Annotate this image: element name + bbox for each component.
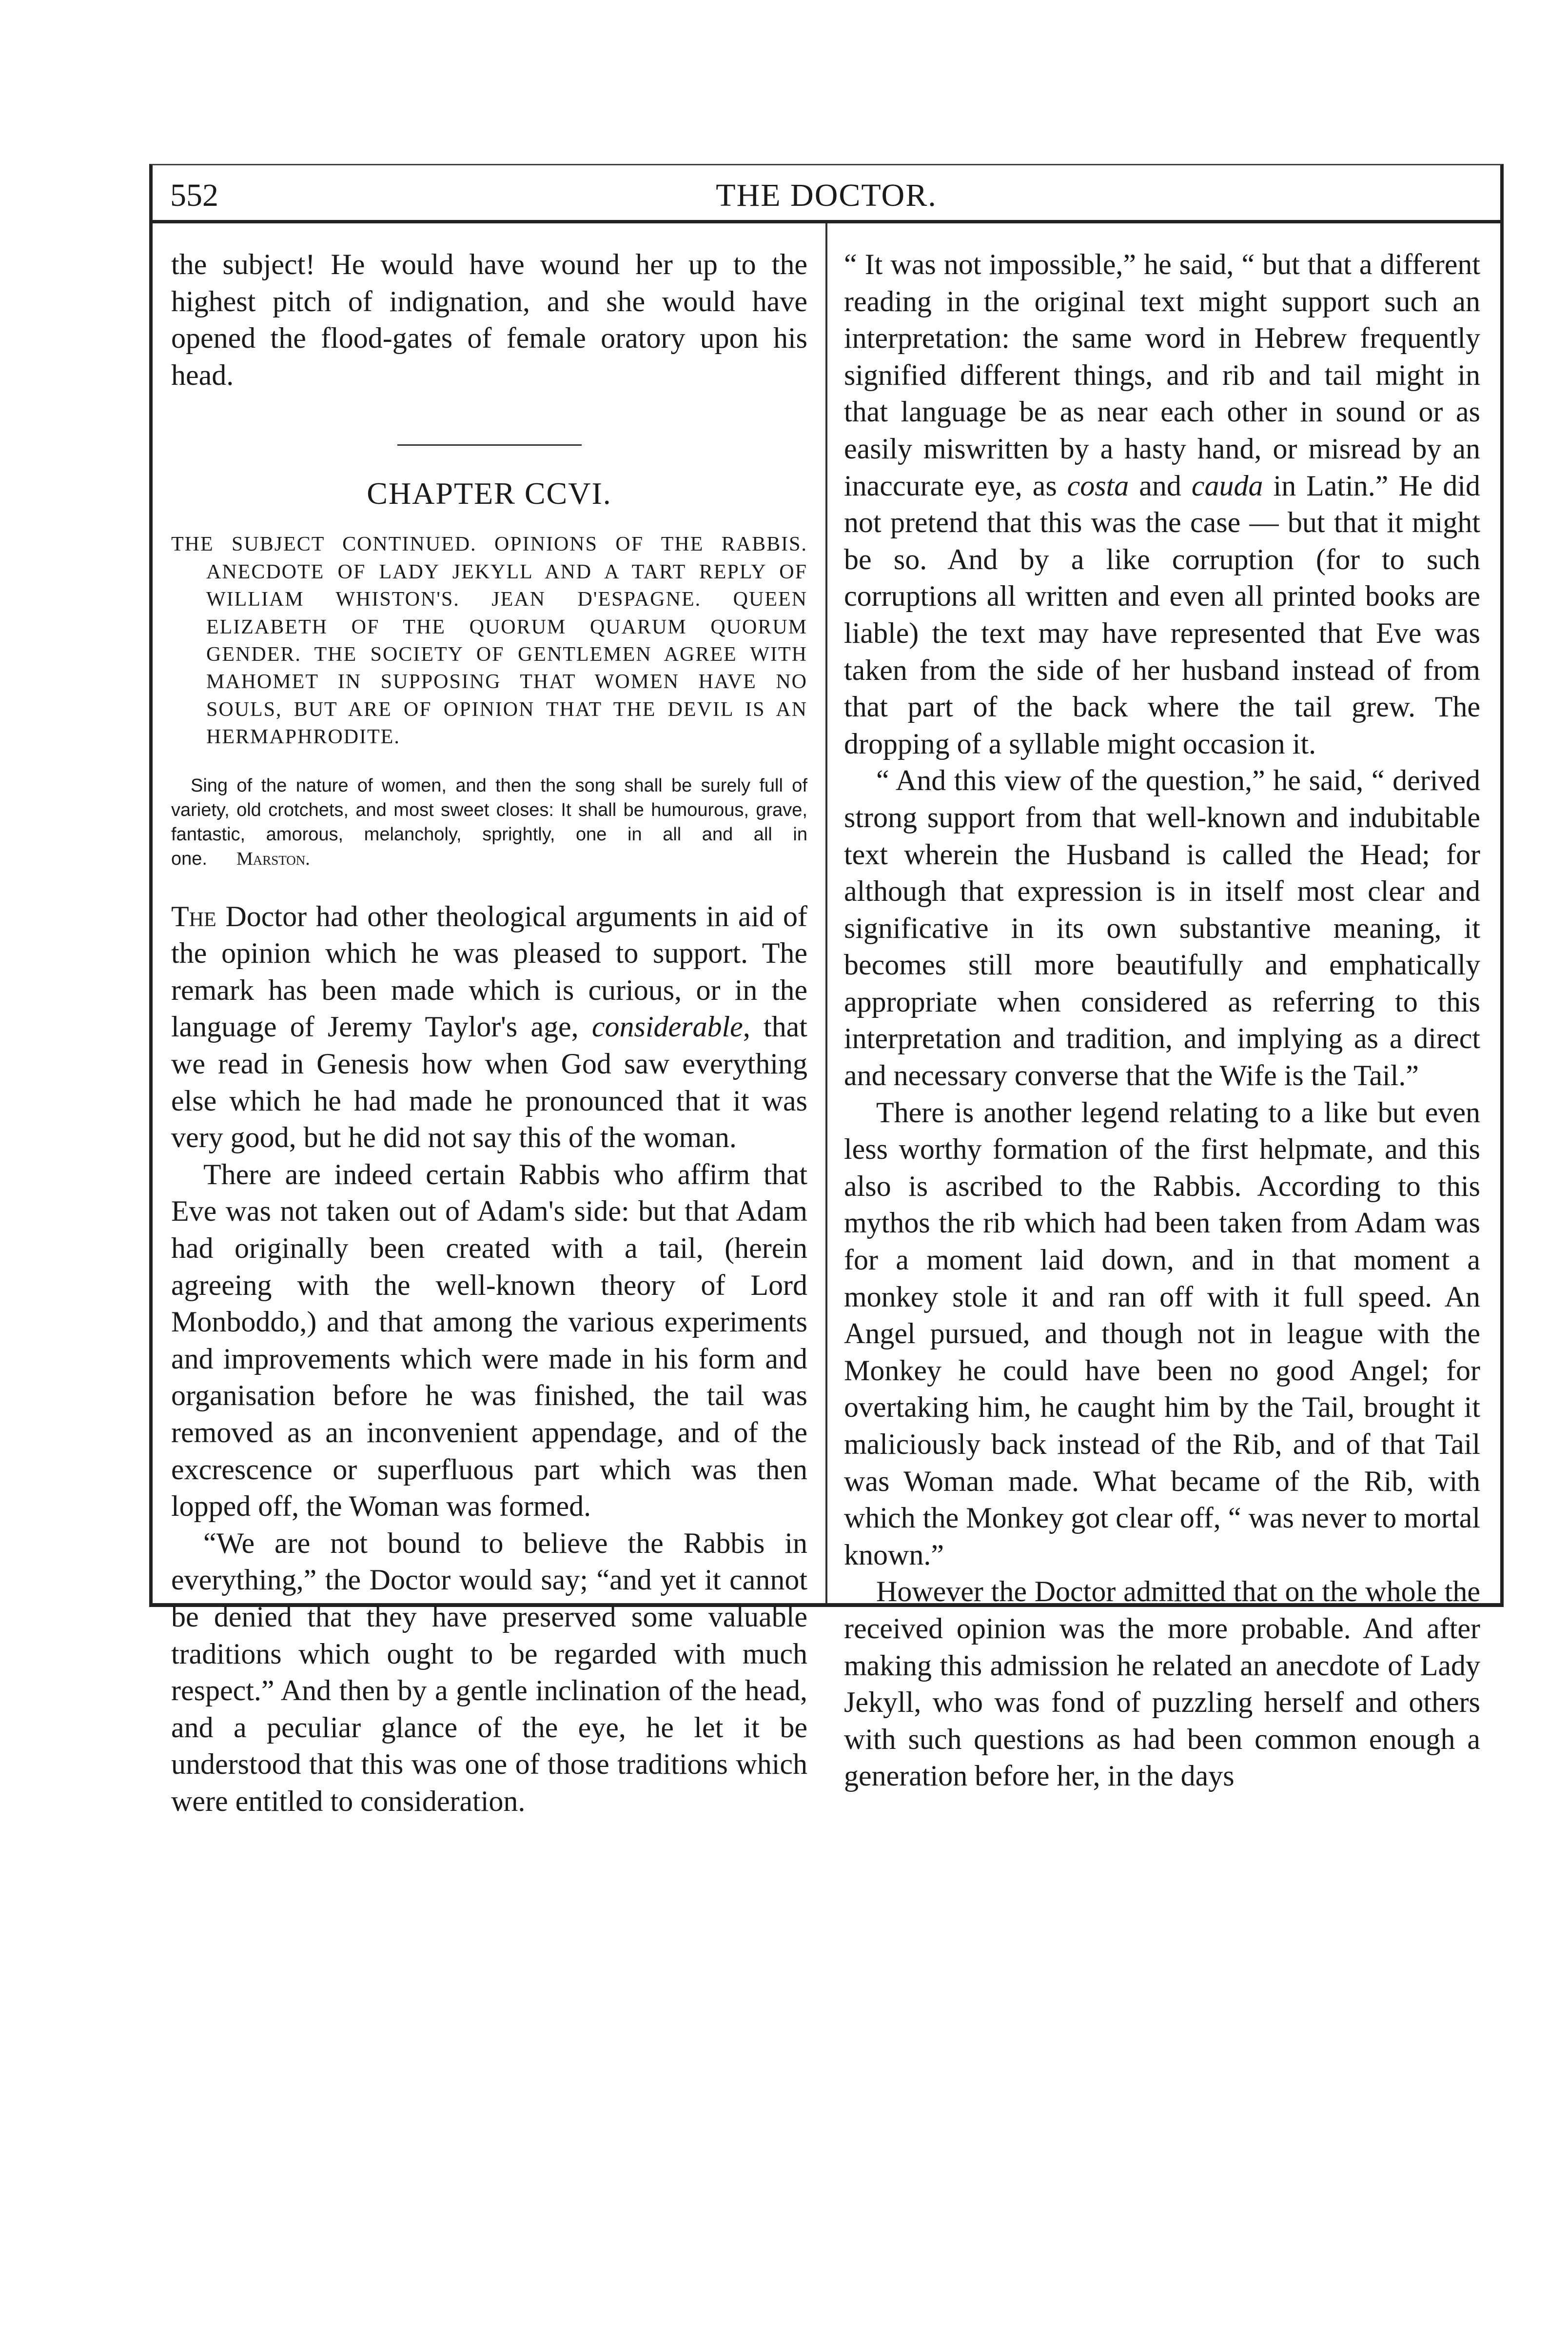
- paragraph-text: Doctor had other theological arguments in aid of the opinion which he was pleased to support. The remark has been made which is curious, or in the language of Jeremy Taylor's age,: [171, 900, 807, 1043]
- column-divider: [825, 223, 827, 1603]
- paragraph-text: in Latin.” He did not pretend that this was the case — but that it might be so. And by a like corruption (for to such corruptions all written and even all printed books are liable) the text may have represented that Eve was taken from the side of her husband instead of from that part of the back where the tail grew. The dropping of a syllable might occasion it.: [844, 469, 1481, 760]
- italic-term: costa: [1067, 469, 1129, 502]
- paragraph-lead-word: The: [171, 900, 216, 932]
- page-header: [153, 165, 1500, 223]
- body-paragraph-1: [171, 898, 807, 1156]
- body-paragraph-6: There is another legend relating to a like but even less worthy formation of the first helpmate, and this also is ascribed to the Rabbis. According to this mythos the rib which had been taken from Adam was for a moment laid down, and in that moment a monkey stole it and ran off with it full speed. An Angel pursued, and though not in league with the Monkey he could have been no good Angel; for overtaking him, he caught him by the Tail, brought it maliciously back instead of the Rib, and of that Tail was Woman made. What became of the Rib, with which the Monkey got clear off, “ was never to mortal known.”: [844, 1096, 1480, 1571]
- page-frame: [149, 164, 1504, 1817]
- body-paragraph-5: “ And this view of the question,” he said, “ derived strong support from that well-known and indubitable text wherein the Husband is called the Head; for although that expression is in itself most clear and significative in its own substantive meaning, it becomes still more beautifully and emphatically appropriate when considered as referring to this interpretation and tradition, and implying as a direct and necessary converse that the Wife is the Tail.”: [844, 764, 1480, 1092]
- running-head: THE DOCTOR.: [716, 178, 937, 213]
- paragraph-text: and: [1129, 469, 1192, 502]
- chapter-separator-rule: [397, 444, 582, 446]
- epigraph-author: Marston.: [236, 848, 310, 869]
- epigraph: [171, 774, 807, 871]
- right-column: [844, 246, 1480, 1795]
- epigraph-text: Sing of the nature of women, and then the song shall be surely full of variety, old crotchets, and most sweet closes: It shall be humourous, grave, fantastic, amorous, melancholy, sprightly, one in all and all in one.: [171, 775, 807, 869]
- paragraph-text: , that we read in Genesis how when God saw everything else which he had made he pronounced that it was very good, but he did not say this of the woman.: [171, 1011, 807, 1154]
- body-paragraph-3: “We are not bound to believe the Rabbis in everything,” the Doctor would say; “and yet it cannot be denied that they have preserved some valuable traditions which ought to be regarded with much respect.” And then by a gentle inclination of the head, and a peculiar glance of the eye, he let it be understood that this was one of those traditions which were entitled to consideration.: [171, 1527, 807, 1817]
- left-column: [171, 246, 807, 1820]
- continuation-paragraph: the subject! He would have wound her up to the highest pitch of indignation, and she would have opened the flood-gates of female oratory upon his head.: [171, 248, 807, 391]
- chapter-title: CHAPTER CCVI.: [367, 476, 612, 511]
- chapter-synopsis: THE SUBJECT CONTINUED. OPINIONS OF THE RABBIS. ANECDOTE OF LADY JEKYLL AND A TART REPLY OF WILLIAM WHISTON'S. JEAN D'ESPAGNE. QUEEN ELIZABETH OF THE QUORUM QUARUM QUORUM GENDER. THE SOCIETY OF GENTLEMEN AGREE WITH MAHOMET IN SUPPOSING THAT WOMEN HAVE NO SOULS, BUT ARE OF OPINION THAT THE DEVIL IS AN HERMAPHRODITE.: [171, 533, 807, 749]
- italic-term: considerable: [591, 1011, 743, 1043]
- body-paragraph-7: However the Doctor admitted that on the whole the received opinion was the more probable. And after making this admission he related an anecdote of Lady Jekyll, who was fond of puzzling herself and others with such questions as had been common enough a generation before her, in the days: [844, 1575, 1480, 1792]
- body-paragraph-4: [844, 246, 1480, 762]
- page-number: 552: [170, 178, 218, 213]
- body-paragraph-2: There are indeed certain Rabbis who affirm that Eve was not taken out of Adam's side: but that Adam had originally been created with a tail, (herein agreeing with the well-known theory of Lord Monboddo,) and that among the various experiments and improvements which were made in his form and organisation before he was finished, the tail was removed as an inconvenient appendage, and of the excrescence or superfluous part which was then lopped off, the Woman was formed.: [171, 1158, 807, 1523]
- italic-term: cauda: [1191, 469, 1263, 502]
- paragraph-text: “ It was not impossible,” he said, “ but that a different reading in the original text might support such an interpretation: the same word in Hebrew frequently signified different things, and rib and tail might in that language be as near each other in sound or as easily miswritten by a hasty hand, or misread by an inaccurate eye, as: [844, 248, 1480, 502]
